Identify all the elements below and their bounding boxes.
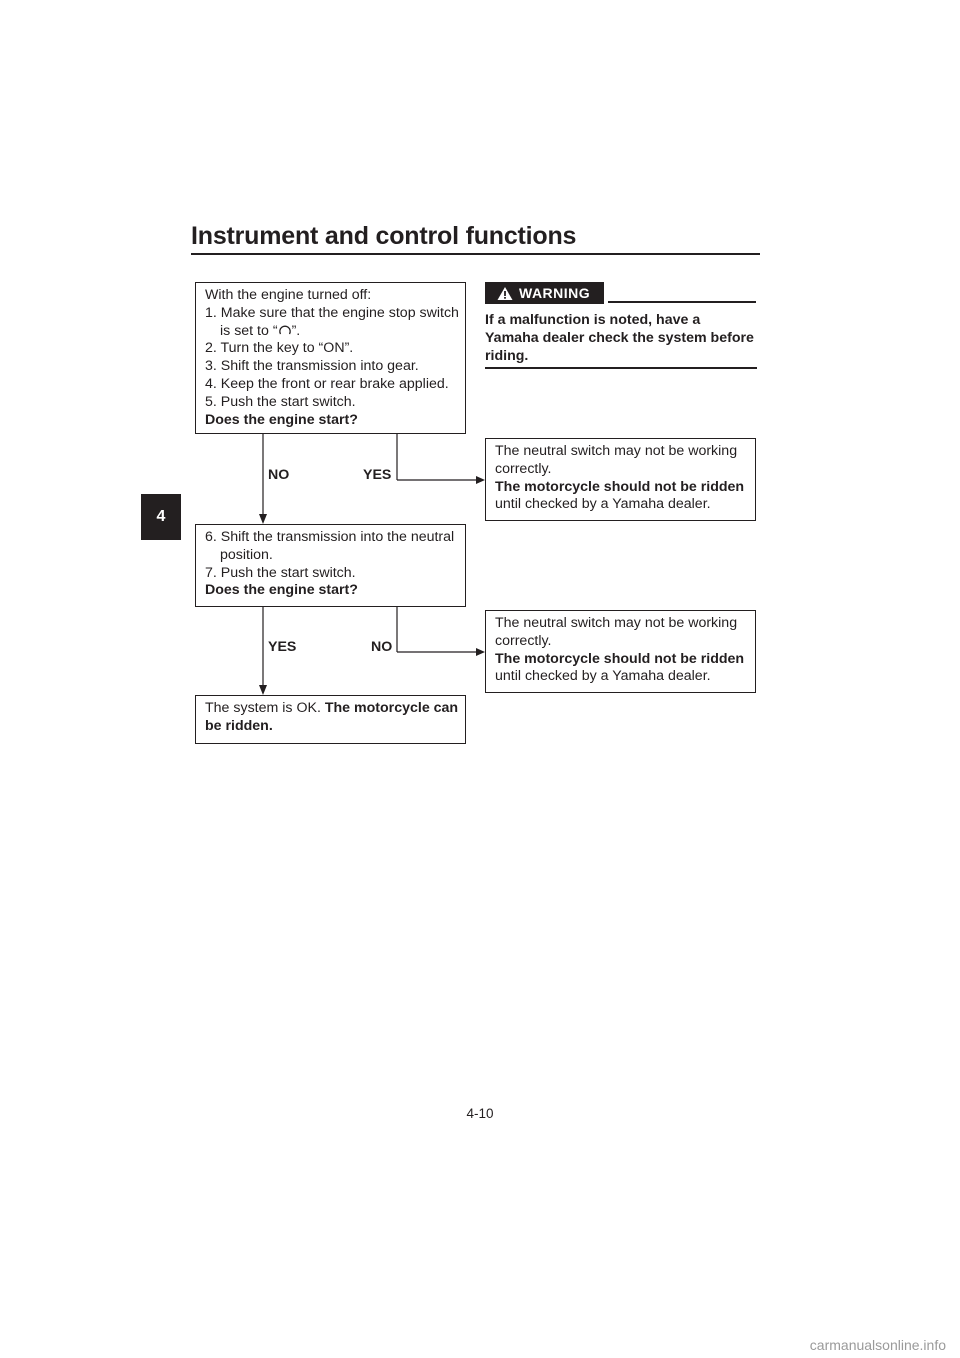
page-number: 4-10 — [466, 1106, 494, 1121]
result2-line2: until checked by a Yamaha dealer. — [495, 668, 711, 685]
warning-text: If a malfunction is noted, have a Yamaha dealer check the system before riding. — [485, 312, 754, 364]
box1-step2: 2. Turn the key to “ON”. — [205, 340, 354, 357]
box1-step1: 1. Make sure that the engine stop switch is set to “ ”. — [205, 304, 459, 339]
chapter-tab: 4 — [141, 494, 181, 540]
box3-normal: The system is OK. — [205, 700, 325, 716]
watermark: carmanualsonline.info — [809, 1337, 946, 1353]
warning-bottom-rule — [485, 367, 757, 369]
result-box-2 — [485, 610, 756, 693]
box1-step5: 5. Push the start switch. — [205, 393, 356, 410]
branch2-no-label: NO — [371, 639, 393, 655]
result1-line2: until checked by a Yamaha dealer. — [495, 496, 711, 513]
engine-off-check-box — [195, 282, 466, 434]
page-title: Instrument and control functions — [191, 222, 577, 250]
warning-label: WARNING — [519, 285, 591, 301]
result-box-1 — [485, 438, 756, 521]
system-ok-box — [195, 695, 466, 744]
result2-line1: The neutral switch may not be working correctly. — [495, 615, 738, 649]
box2-step6: 6. Shift the transmission into the neutral position. — [205, 529, 455, 563]
engine-run-symbol-icon — [278, 323, 292, 336]
box1-step4: 4. Keep the front or rear brake applied. — [205, 375, 449, 392]
branch1-no-label: NO — [268, 467, 290, 483]
warning-triangle-icon — [497, 286, 513, 301]
branch1-yes-label: YES — [363, 467, 392, 483]
warning-badge — [485, 282, 604, 304]
box2-step7: 7. Push the start switch. — [205, 564, 356, 581]
result2-bold: The motorcycle should not be ridden — [495, 650, 745, 667]
box3-text — [205, 700, 459, 736]
box1-intro: With the engine turned off: — [205, 287, 372, 303]
result1-bold: The motorcycle should not be ridden — [495, 478, 745, 495]
neutral-check-box — [195, 524, 466, 607]
box2-question: Does the engine start? — [205, 582, 358, 599]
branch2-yes-label: YES — [268, 639, 297, 655]
box3-bold: The motorcycle can be ridden. — [205, 700, 459, 734]
warning-header-rule — [608, 301, 756, 303]
box1-step3: 3. Shift the transmission into gear. — [205, 358, 419, 375]
result1-line1: The neutral switch may not be working correctly. — [495, 443, 738, 477]
box1-question: Does the engine start? — [205, 411, 358, 428]
